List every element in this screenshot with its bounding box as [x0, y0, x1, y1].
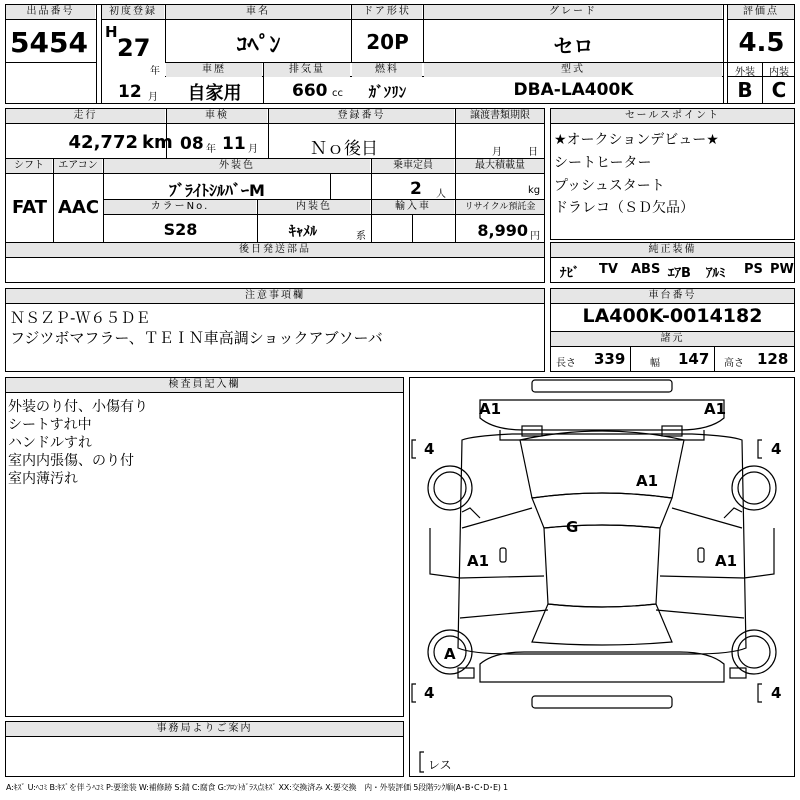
sales-item: ★オークションデビュー★ — [554, 132, 719, 148]
equipment-label: 純正装備 — [551, 243, 794, 257]
width: 147 — [678, 350, 710, 368]
displacement-unit: cc — [332, 88, 343, 99]
mark-left-side: A1 — [467, 552, 490, 570]
reg-no-label: 登録番号 — [269, 109, 454, 123]
model-code: DBA-LA400K — [513, 80, 634, 100]
transfer-label: 譲渡書類期限 — [456, 109, 544, 123]
dims-label: 諸元 — [551, 332, 794, 346]
mileage-label: 走行 — [6, 109, 165, 123]
fuel-label: 燃料 — [352, 63, 422, 77]
first-reg-label: 初度登録 — [102, 5, 164, 19]
sales-label: セールスポイント — [551, 109, 794, 123]
equipment-item: TV — [599, 262, 618, 277]
fuel: ｶﾞｿﾘﾝ — [368, 83, 407, 101]
spare-tire: レス — [428, 758, 452, 772]
inspection-year: 08 — [180, 134, 204, 154]
history-label: 車歴 — [166, 63, 262, 77]
first-reg-month: 12 — [118, 82, 142, 102]
notes-line: フジツボマフラー、ＴＥＩＮ車高調ショックアブソーバ — [10, 329, 383, 347]
history: 自家用 — [187, 83, 242, 104]
car-name: ｺﾍﾟﾝ — [236, 33, 281, 58]
grade: セロ — [553, 34, 594, 58]
inspection-label: 車検 — [167, 109, 267, 123]
length: 339 — [594, 350, 626, 368]
mark-front-right: A1 — [704, 400, 727, 418]
equipment-item: ｴｱB — [668, 266, 691, 281]
equipment-item: PS — [744, 262, 763, 277]
int-color-suffix: 系 — [356, 231, 366, 242]
grade-label: グレード — [424, 5, 722, 19]
recycle-fee: 8,990 — [477, 221, 528, 240]
mark-front-left: A1 — [479, 400, 502, 418]
first-reg-year-unit: 年 — [150, 66, 160, 77]
mark-hood: A1 — [636, 472, 659, 490]
max-load-unit: kg — [528, 185, 541, 196]
inspector-line: 室内薄汚れ — [8, 471, 78, 487]
transfer-month-unit: 月 — [492, 147, 502, 158]
inspector-label: 検査員記入欄 — [6, 378, 403, 392]
office-label: 事務局よりご案内 — [6, 722, 403, 736]
mileage: 42,772 — [68, 132, 138, 153]
sales-section — [550, 108, 795, 240]
first-reg-year: 27 — [117, 34, 151, 62]
int-score: C — [771, 78, 787, 102]
chassis-number: LA400K-0014182 — [582, 305, 763, 327]
color-no-label: カラーNo. — [104, 200, 256, 214]
car-outline — [410, 378, 794, 776]
mileage-unit: km — [142, 132, 173, 153]
height-label: 高さ — [724, 358, 744, 369]
recycle-label: リサイクル預託金 — [456, 200, 544, 214]
height: 128 — [757, 350, 789, 368]
later-parts-label: 後日発送部品 — [6, 243, 544, 257]
score-value: 4.5 — [738, 28, 785, 58]
tire-rear-right: 4 — [771, 684, 782, 702]
int-color-label: 内装色 — [258, 200, 370, 214]
max-load-label: 最大積載量 — [456, 159, 544, 173]
first-reg-month-unit: 月 — [148, 92, 158, 103]
transfer-day-unit: 日 — [528, 147, 538, 158]
inspector-line: シートすれ中 — [8, 417, 92, 433]
equipment-item: PW — [770, 262, 794, 277]
lot-label: 出品番号 — [6, 5, 95, 19]
door-type: 20P — [366, 30, 409, 54]
displacement: 660 — [292, 81, 328, 101]
ext-score-label: 外装 — [735, 67, 755, 78]
equipment-item: ﾅﾋﾞ — [560, 266, 580, 281]
inspection-year-unit: 年 — [206, 144, 216, 155]
notes-label: 注意事項欄 — [6, 289, 544, 303]
inspector-line: 外装のり付、小傷有り — [8, 399, 148, 415]
shift-label: シフト — [6, 159, 52, 173]
sales-item: シートヒーター — [554, 155, 652, 171]
inspector-line: 室内内張傷、のり付 — [8, 453, 134, 469]
capacity-unit: 人 — [436, 189, 446, 200]
mark-rear-left-tire: A — [444, 645, 456, 663]
equipment-item: ｱﾙﾐ — [706, 266, 726, 281]
mark-right-side: A1 — [715, 552, 738, 570]
length-label: 長さ — [556, 358, 576, 369]
tire-rear-left: 4 — [424, 684, 435, 702]
score-label: 評価点 — [728, 5, 794, 19]
recycle-unit: 円 — [530, 231, 540, 242]
equipment-item: ABS — [631, 262, 661, 277]
first-reg-era: H — [105, 23, 118, 41]
int-score-label: 内装 — [769, 67, 789, 78]
car-name-label: 車名 — [166, 5, 350, 19]
displacement-label: 排気量 — [264, 63, 350, 77]
sales-item: ドラレコ（ＳＤ欠品） — [554, 200, 694, 216]
capacity: 2 — [410, 179, 422, 199]
lot-number: 5454 — [10, 26, 88, 59]
legend: A:ｷｽﾞ U:ﾍｺﾐ B:ｷｽﾞを伴うﾍｺﾐ P:要塗装 W:補修跡 S:錆 C:腐食 G:ﾌﾛﾝﾄｶﾞﾗｽ点ｷｽﾞ XX:交換済み X:要交換 内・外装評価 5段階ﾗﾝｸ順(A･B･C･D･E) 1 — [6, 783, 508, 792]
sales-item: プッシュスタート — [554, 178, 665, 194]
inspection-month-unit: 月 — [248, 144, 258, 155]
ac-label: エアコン — [54, 159, 102, 173]
chassis-label: 車台番号 — [551, 289, 794, 303]
width-label: 幅 — [650, 358, 660, 369]
capacity-label: 乗車定員 — [372, 159, 454, 173]
model-label: 型式 — [424, 63, 722, 77]
tire-front-left: 4 — [424, 440, 435, 458]
ac: AAC — [57, 197, 100, 218]
door-label: ドア形状 — [352, 5, 422, 19]
ext-color-label: 外装色 — [104, 159, 370, 173]
ext-score: B — [737, 78, 753, 102]
ext-color: ﾌﾞﾗｲﾄｼﾙﾊﾞｰM — [169, 181, 265, 200]
notes-line: ＮＳＺＰ-Ｗ６５ＤＥ — [10, 309, 151, 327]
color-no: S28 — [163, 220, 198, 239]
shift: FAT — [11, 197, 48, 218]
tire-front-right: 4 — [771, 440, 782, 458]
mark-roof: G — [566, 518, 579, 536]
inspection-month: 11 — [222, 134, 246, 154]
import-label: 輸入車 — [372, 200, 454, 214]
int-color: ｷｬﾒﾙ — [289, 224, 317, 240]
reg-number: Ｎｏ後日 — [310, 139, 378, 159]
inspector-line: ハンドルすれ — [8, 435, 92, 451]
